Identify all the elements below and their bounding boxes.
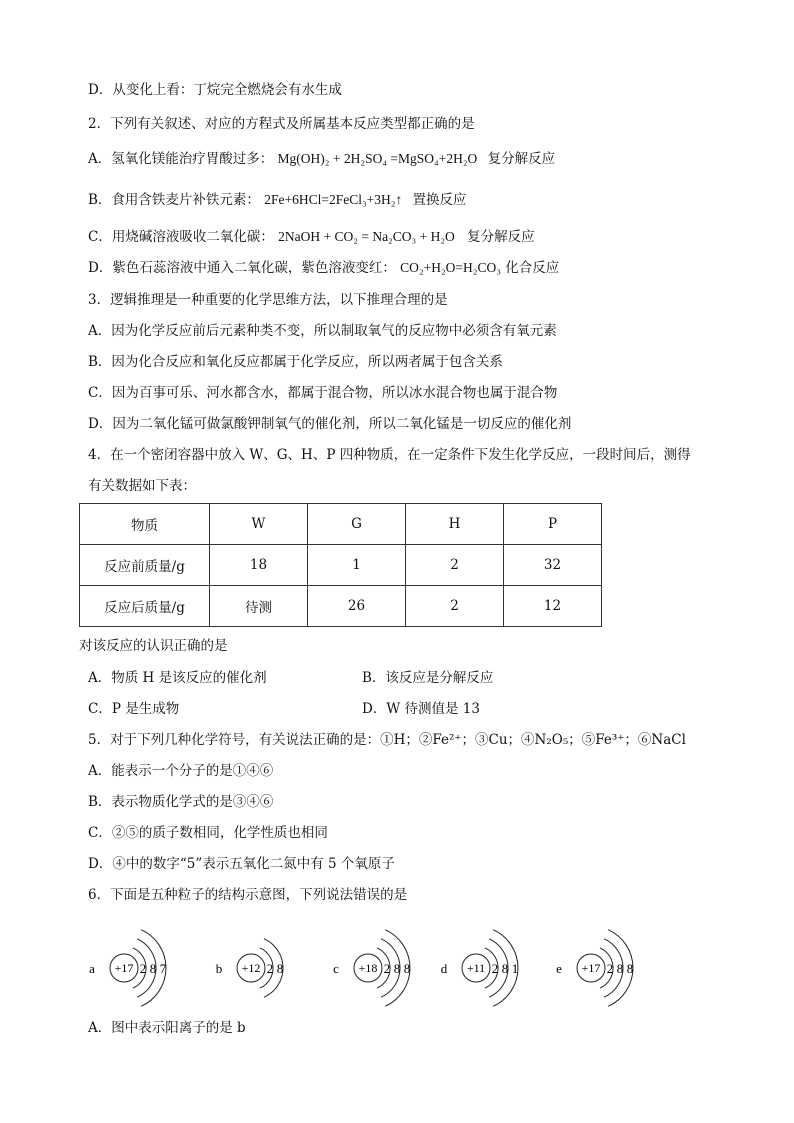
table-cell: 32 xyxy=(504,545,602,586)
mass-data-table xyxy=(79,503,602,627)
q4-option-b: B．该反应是分解反应 xyxy=(362,670,494,686)
table-cell: 2 xyxy=(406,545,504,586)
question-6-stem: 6．下面是五种粒子的结构示意图，下列说法错误的是 xyxy=(88,887,408,903)
shell-electron-count: 8 xyxy=(403,961,411,976)
table-cell: 待测 xyxy=(210,586,308,627)
nucleus-charge: +17 xyxy=(581,961,601,975)
q2-option-b xyxy=(88,190,754,210)
q2-option-a xyxy=(88,149,754,169)
q6-option-a: A．图中表示阳离子的是 b xyxy=(88,1020,246,1036)
shell-electron-count: 8 xyxy=(276,961,284,976)
q4-option-d: D．W 待测值是 13 xyxy=(362,701,480,717)
q2a-type: 复分解反应 xyxy=(487,151,556,167)
q1-option-d: D．从变化上看：丁烷完全燃烧会有水生成 xyxy=(88,82,342,98)
nucleus-charge: +17 xyxy=(114,961,134,975)
table-row xyxy=(80,545,602,586)
q5-option-d: D．④中的数字“5”表示五氧化二氮中有 5 个氧原子 xyxy=(88,856,395,872)
shell-electron-count: 8 xyxy=(616,961,624,976)
q3-option-c: C．因为百事可乐、河水都含水，都属于混合物，所以冰水混合物也属于混合物 xyxy=(88,385,558,401)
shell-electron-count: 7 xyxy=(159,961,167,976)
particle-label: e xyxy=(556,961,562,976)
table-header-cell: P xyxy=(504,504,602,545)
table-cell: 反应前质量/g xyxy=(80,545,210,586)
particle-diagram-c xyxy=(333,930,410,1007)
shell-electron-count: 2 xyxy=(491,961,499,976)
q3-option-a: A．因为化学反应前后元素种类不变，所以制取氧气的反应物中必须含有氧元素 xyxy=(88,323,557,339)
shell-electron-count: 2 xyxy=(383,961,391,976)
q2-option-d xyxy=(88,258,754,278)
question-4-stem-line2: 有关数据如下表： xyxy=(88,478,196,494)
table-cell: 18 xyxy=(210,545,308,586)
question-4-prompt: 对该反应的认识正确的是 xyxy=(79,638,228,654)
shell-electron-count: 2 xyxy=(139,961,147,976)
q4-option-c: C．P 是生成物 xyxy=(88,701,180,717)
q5-option-c: C．②⑤的质子数相同，化学性质也相同 xyxy=(88,825,328,841)
question-2-stem: 2．下列有关叙述、对应的方程式及所属基本反应类型都正确的是 xyxy=(88,116,475,132)
table-cell: 12 xyxy=(504,586,602,627)
nucleus-charge: +12 xyxy=(241,961,261,975)
nucleus-charge: +11 xyxy=(466,961,486,975)
q2c-formula: 2NaOH + CO₂ = Na₂CO₃ + H₂O xyxy=(278,229,455,244)
q2b-type: 置换反应 xyxy=(412,192,467,208)
q2c-text: C．用烧碱溶液吸收二氧化碳： xyxy=(88,229,274,245)
particle-label: d xyxy=(440,961,448,976)
table-cell: 1 xyxy=(308,545,406,586)
shell-electron-count: 8 xyxy=(501,961,509,976)
q5-option-a: A．能表示一个分子的是①④⑥ xyxy=(88,763,274,779)
q5-option-b: B．表示物质化学式的是③④⑥ xyxy=(88,794,274,810)
particle-label: b xyxy=(215,961,223,976)
q2a-formula: Mg(OH)₂ + 2H₂SO₄ =MgSO₄+2H₂O xyxy=(277,151,478,166)
q2b-formula: 2Fe+6HCl=2FeCl₃+3H₂↑ xyxy=(264,192,403,207)
q2d-text: D．紫色石蕊溶液中通入二氧化碳，紫色溶液变红： xyxy=(88,260,396,276)
q2a-text: A．氢氧化镁能治疗胃酸过多： xyxy=(88,151,274,167)
particle-label: a xyxy=(89,961,95,976)
shell-electron-count: 1 xyxy=(511,961,519,976)
particle-diagram-b xyxy=(216,939,284,997)
particle-label: c xyxy=(333,961,339,976)
table-header-row xyxy=(80,504,602,545)
table-cell: 反应后质量/g xyxy=(80,586,210,627)
table-header-cell: W xyxy=(210,504,308,545)
table-header-cell: H xyxy=(406,504,504,545)
q2d-formula: CO₂+H₂O=H₂CO₃ xyxy=(400,260,501,275)
q2b-text: B．食用含铁麦片补铁元素： xyxy=(88,192,260,208)
nucleus-charge: +18 xyxy=(358,961,378,975)
table-header-cell: 物质 xyxy=(80,504,210,545)
q2d-type: 化合反应 xyxy=(505,260,560,276)
shell-electron-count: 2 xyxy=(266,961,274,976)
question-4-stem-line1: 4．在一个密闭容器中放入 W、G、H、P 四种物质，在一定条件下发生化学反应，一段时间后，测得 xyxy=(88,447,691,463)
table-cell: 2 xyxy=(406,586,504,627)
shell-electron-count: 2 xyxy=(606,961,614,976)
q2c-type: 复分解反应 xyxy=(467,229,535,245)
table-row xyxy=(80,586,602,627)
particle-structure-diagrams xyxy=(80,918,720,1018)
q4-option-a: A．物质 H 是该反应的催化剂 xyxy=(88,670,267,686)
q3-option-b: B．因为化合反应和氧化反应都属于化学反应，所以两者属于包含关系 xyxy=(88,354,503,370)
question-5-stem: 5．对于下列几种化学符号，有关说法正确的是：①H；②Fe²⁺；③Cu；④N₂O₅；⑤Fe³⁺；⑥NaCl xyxy=(88,732,686,748)
particle-diagram-d xyxy=(441,930,519,1007)
table-cell: 26 xyxy=(308,586,406,627)
question-3-stem: 3．逻辑推理是一种重要的化学思维方法，以下推理合理的是 xyxy=(88,292,448,308)
q2-option-c xyxy=(88,227,754,247)
table-header-cell: G xyxy=(308,504,406,545)
particle-diagram-e xyxy=(556,930,633,1007)
shell-electron-count: 8 xyxy=(626,961,634,976)
q3-option-d: D．因为二氧化锰可做氯酸钾制氧气的催化剂，所以二氧化锰是一切反应的催化剂 xyxy=(88,416,572,432)
shell-electron-count: 8 xyxy=(393,961,401,976)
shell-electron-count: 8 xyxy=(149,961,157,976)
particle-diagram-a xyxy=(89,930,167,1007)
